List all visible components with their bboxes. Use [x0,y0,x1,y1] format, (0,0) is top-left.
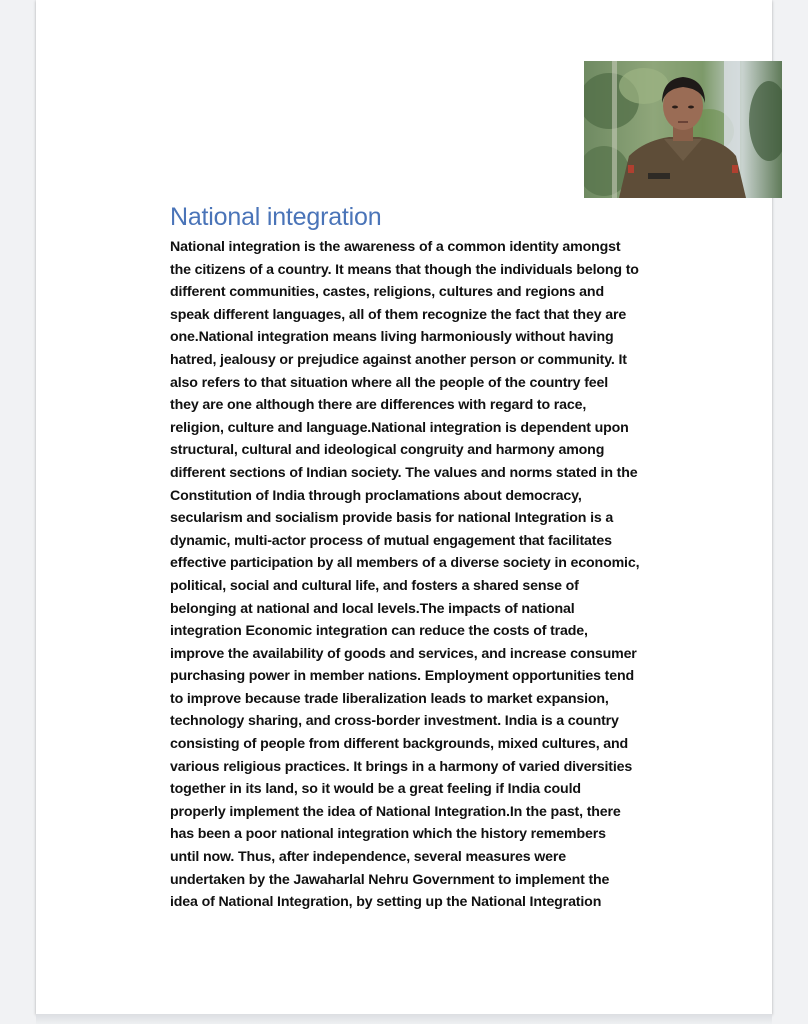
body-line: different communities, castes, religions, cultures and regions and [170,284,604,301]
body-line: purchasing power in member nations. Employment opportunities tend [170,668,635,685]
body-line: consisting of people from different backgrounds, mixed cultures, and [170,736,629,753]
next-page-edge [36,1014,772,1024]
body-line: has been a poor national integration which the history remembers [170,826,606,843]
body-line: also refers to that situation where all the people of the country feel [170,374,609,391]
body-line: technology sharing, and cross-border investment. India is a country [170,713,619,730]
body-line: they are one although there are differences with regard to race, [170,397,587,414]
body-line: hatred, jealousy or prejudice against another person or community. It [170,351,627,368]
body-line: to improve because trade liberalization leads to market expansion, [170,690,609,707]
body-line: together in its land, so it would be a great feeling if India could [170,781,581,798]
body-line: improve the availability of goods and services, and increase consumer [170,645,637,662]
portrait-photo-illustration [584,61,782,198]
body-line: undertaken by the Jawaharlal Nehru Government to implement the [170,871,610,888]
body-line: effective participation by all members of a diverse society in economic, [170,555,640,572]
body-line: structural, cultural and ideological congruity and harmony among [170,442,605,459]
body-line: properly implement the idea of National Integration.In the past, there [170,803,621,820]
body-line: dynamic, multi-actor process of mutual engagement that facilitates [170,532,612,549]
body-line: the citizens of a country. It means that though the individuals belong to [170,261,639,278]
body-line: political, social and cultural life, and fosters a shared sense of [170,577,579,594]
body-line: one.National integration means living harmoniously without having [170,329,614,346]
document-page [36,0,772,1014]
body-line: idea of National Integration, by setting up the National Integration [170,894,602,911]
body-line: Constitution of India through proclamations about democracy, [170,487,582,504]
body-line: different sections of Indian society. The values and norms stated in the [170,464,638,481]
body-paragraph [170,236,730,914]
body-line: until now. Thus, after independence, several measures were [170,849,567,866]
body-line: speak different languages, all of them recognize the fact that they are [170,306,627,323]
body-line: National integration is the awareness of a common identity amongst [170,239,621,255]
document-heading: National integration [170,203,382,231]
body-line: belonging at national and local levels.The impacts of national [170,600,575,617]
body-line: integration Economic integration can reduce the costs of trade, [170,623,588,640]
body-line: religion, culture and language.National integration is dependent upon [170,419,629,436]
portrait-photo [584,61,782,198]
body-line: secularism and socialism provide basis for national Integration is a [170,510,614,527]
body-line: various religious practices. It brings in a harmony of varied diversities [170,758,633,775]
